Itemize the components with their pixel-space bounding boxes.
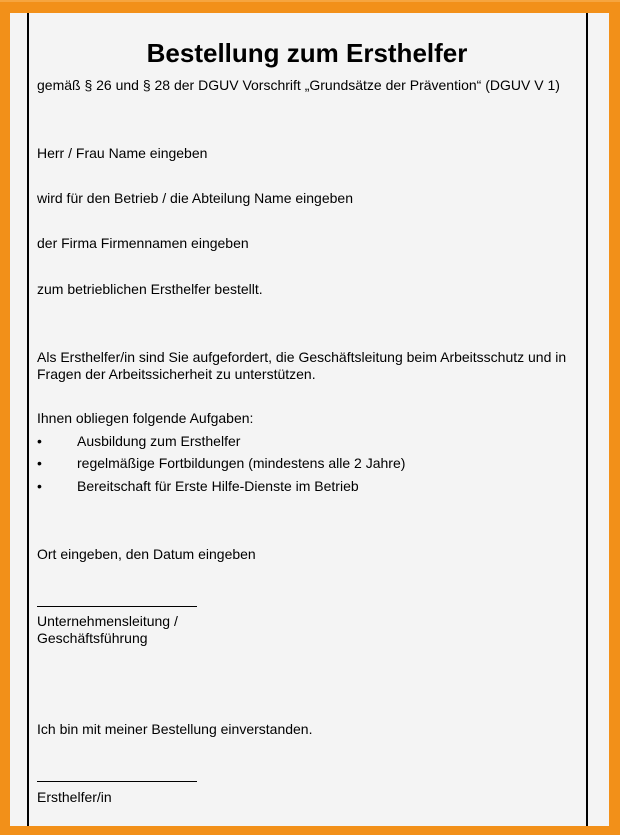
tasks-intro: Ihnen obliegen folgende Aufgaben: xyxy=(37,410,254,426)
right-margin-rule xyxy=(586,13,588,826)
management-signature-label-2: Geschäftsführung xyxy=(37,630,148,646)
document-title: Bestellung zum Ersthelfer xyxy=(146,38,468,68)
company-line: der Firma Firmennamen eingeben xyxy=(37,235,249,251)
task-text: regelmäßige Fortbildungen (mindestens alle 2 Jahre) xyxy=(77,455,406,471)
first-aider-signature-line xyxy=(37,781,197,782)
person-line: Herr / Frau Name eingeben xyxy=(37,145,208,161)
task-text: Ausbildung zum Ersthelfer xyxy=(77,433,241,449)
duty-paragraph: Als Ersthelfer/in sind Sie aufgefordert, die Geschäftsleitung beim Arbeitsschutz und in Fragen der Arbeitssicherheit zu unterstützen. xyxy=(37,349,567,382)
bullet-icon: • xyxy=(37,478,42,494)
first-aider-signature-label: Ersthelfer/in xyxy=(37,789,112,805)
document-subtitle: gemäß § 26 und § 28 der DGUV Vorschrift „Grundsätze der Prävention“ (DGUV V 1) xyxy=(37,77,560,93)
place-date-line: Ort eingeben, den Datum eingeben xyxy=(37,546,256,562)
document-page xyxy=(10,13,609,826)
appointed-line: zum betrieblichen Ersthelfer bestellt. xyxy=(37,281,263,297)
task-text: Bereitschaft für Erste Hilfe-Dienste im Betrieb xyxy=(77,478,359,494)
bullet-icon: • xyxy=(37,455,42,471)
left-margin-rule xyxy=(27,13,29,826)
management-signature-label-1: Unternehmensleitung / xyxy=(37,613,178,629)
consent-line: Ich bin mit meiner Bestellung einverstanden. xyxy=(37,721,313,737)
bullet-icon: • xyxy=(37,433,42,449)
department-line: wird für den Betrieb / die Abteilung Name eingeben xyxy=(37,190,353,206)
management-signature-line xyxy=(37,606,197,607)
